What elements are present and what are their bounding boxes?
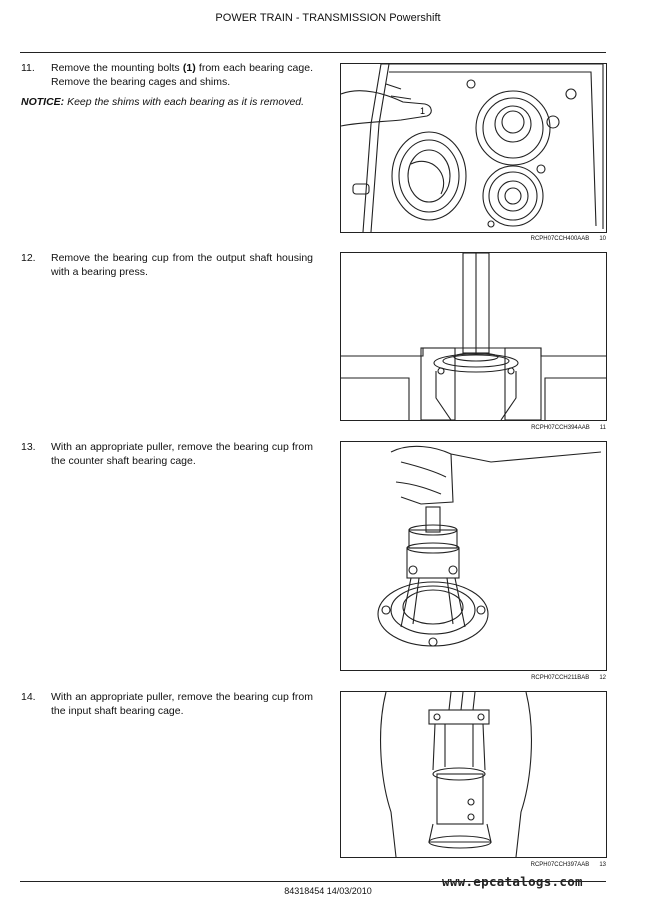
notice-label: NOTICE: — [21, 96, 65, 108]
caption-11 — [340, 425, 606, 431]
figure-code: RCPH07CCH211BAB — [531, 675, 590, 681]
step-13 — [21, 441, 313, 468]
bearing-press-illustration — [341, 253, 606, 420]
figure-number: 10 — [599, 236, 606, 242]
page-header: POWER TRAIN - TRANSMISSION Powershift — [215, 12, 441, 24]
header-rule — [20, 52, 606, 53]
step-text: With an appropriate puller, remove the bearing cup from the counter shaft bearing cage. — [51, 441, 313, 467]
step-number: 14. — [21, 691, 36, 703]
figure-code: RCPH07CCH397AAB — [530, 862, 590, 868]
step-text: With an appropriate puller, remove the bearing cup from the input shaft bearing cage. — [51, 691, 313, 717]
figure-code: RCPH07CCH394AAB — [531, 425, 590, 431]
step-11 — [21, 62, 313, 89]
input-shaft-puller-illustration — [341, 692, 606, 857]
page-footer: 84318454 14/03/2010 — [284, 886, 372, 896]
caption-10 — [340, 236, 606, 242]
step-text: Remove the bearing cup from the output shaft housing with a bearing press. — [51, 252, 313, 278]
callout-label: 1 — [420, 106, 426, 116]
step-number: 13. — [21, 441, 36, 453]
figure-13 — [340, 691, 607, 858]
caption-12 — [340, 675, 606, 681]
notice — [21, 96, 313, 110]
figure-number: 13 — [599, 862, 606, 868]
watermark: www.epcatalogs.com — [442, 874, 583, 889]
counter-shaft-puller-illustration — [341, 442, 606, 670]
step-text: Remove the mounting bolts (1) from each bearing cage. Remove the bearing cages and shims. — [51, 62, 313, 88]
callout-reference: (1) — [182, 62, 196, 74]
figure-code: RCPH07CCH400AAB — [530, 236, 590, 242]
step-number: 11. — [21, 62, 35, 74]
notice-text: Keep the shims with each bearing as it is removed. — [67, 96, 305, 108]
figure-10 — [340, 63, 607, 233]
figure-number: 11 — [599, 425, 606, 431]
caption-13 — [340, 862, 606, 868]
figure-11 — [340, 252, 607, 421]
figure-12 — [340, 441, 607, 671]
step-12 — [21, 252, 313, 279]
bearing-cage-illustration — [341, 64, 606, 232]
step-14 — [21, 691, 313, 718]
step-number: 12. — [21, 252, 36, 264]
figure-number: 12 — [599, 675, 606, 681]
